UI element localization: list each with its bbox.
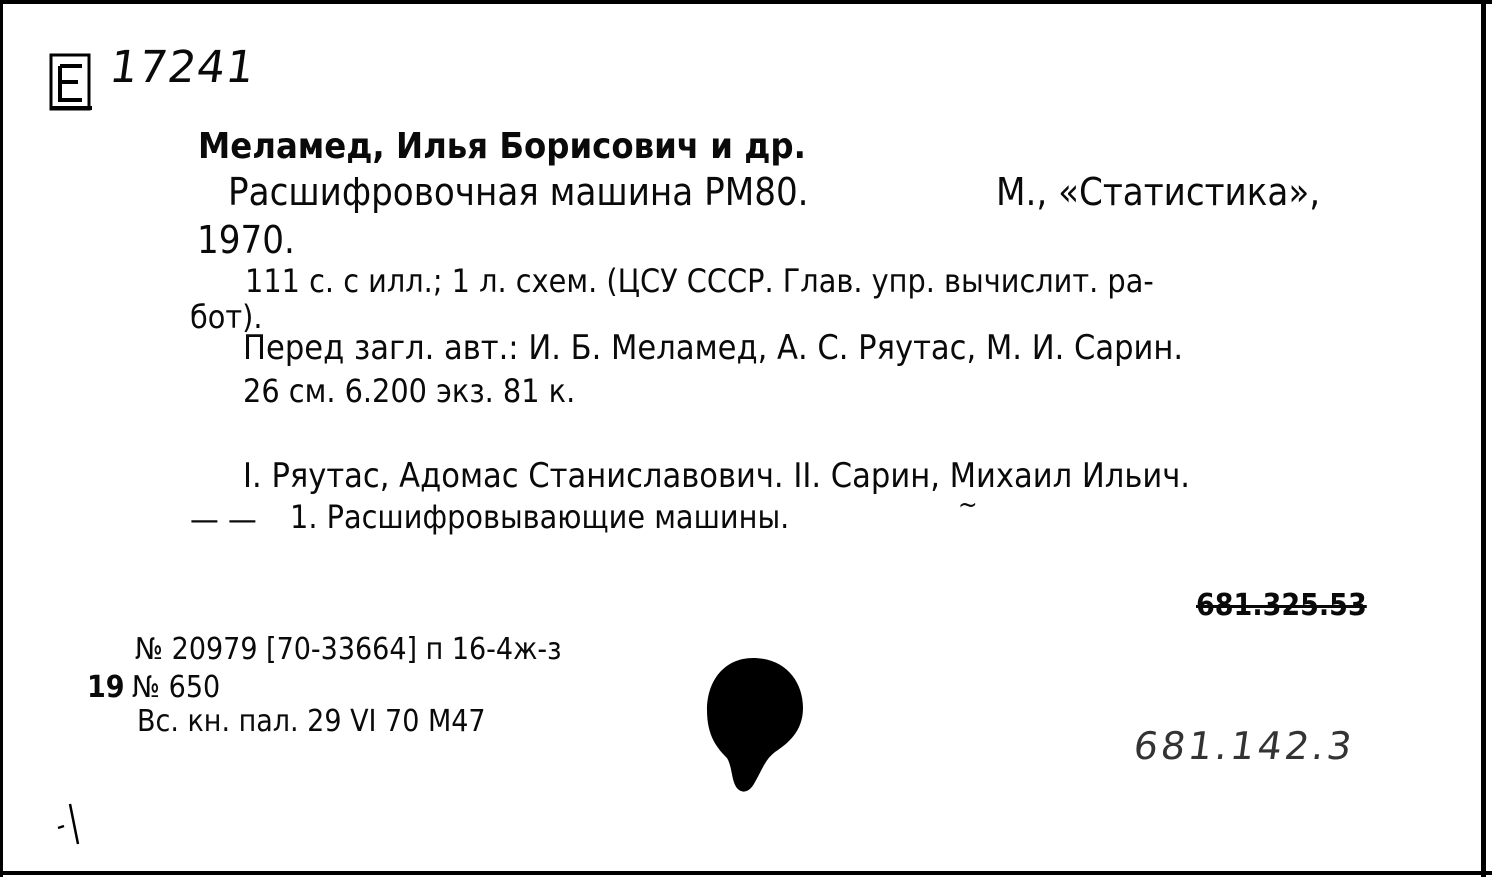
order-number-2: № 650 bbox=[132, 670, 221, 705]
book-chamber-registry: Вс. кн. пал. 29 VI 70 М47 bbox=[137, 704, 486, 739]
order-number: № 20979 [70-33664] п 16-4ж-з bbox=[135, 632, 562, 667]
subject-dashes: — — bbox=[190, 500, 257, 538]
handwritten-classification: 681.142.3 bbox=[1130, 724, 1358, 768]
year-prefix: 19 bbox=[87, 670, 125, 705]
publication-year: 1970. bbox=[197, 218, 295, 262]
collation-line-continued: бот). bbox=[190, 298, 263, 336]
book-title: Расшифровочная машина РМ80. bbox=[228, 170, 809, 214]
publisher: М., «Статистика», bbox=[996, 170, 1321, 214]
subject-heading: 1. Расшифровывающие машины. bbox=[290, 498, 790, 536]
struck-classification: 681.325.53 bbox=[1196, 588, 1367, 623]
card-border-bottom bbox=[0, 871, 1492, 875]
added-entries: I. Ряутас, Адомас Станиславович. II. Сарин, Михаил Ильич. bbox=[243, 456, 1191, 496]
physical-description: 26 см. 6.200 экз. 81 к. bbox=[243, 372, 576, 410]
collation-line: 111 с. с илл.; 1 л. схем. (ЦСУ СССР. Глав. упр. вычислит. ра- bbox=[245, 262, 1154, 300]
card-border-top bbox=[0, 0, 1492, 4]
card-border-right bbox=[1481, 0, 1486, 877]
handwritten-catalog-number: 17241 bbox=[106, 42, 259, 93]
library-stamp-icon bbox=[48, 52, 94, 114]
tilde-mark: ~ bbox=[958, 490, 978, 520]
card-border-left bbox=[0, 0, 3, 877]
author-heading: Меламед, Илья Борисович и др. bbox=[198, 126, 806, 167]
authors-note: Перед загл. авт.: И. Б. Меламед, А. С. Ряутас, М. И. Сарин. bbox=[243, 328, 1184, 368]
punch-hole-icon bbox=[705, 656, 805, 796]
pencil-mark-icon bbox=[56, 800, 86, 850]
